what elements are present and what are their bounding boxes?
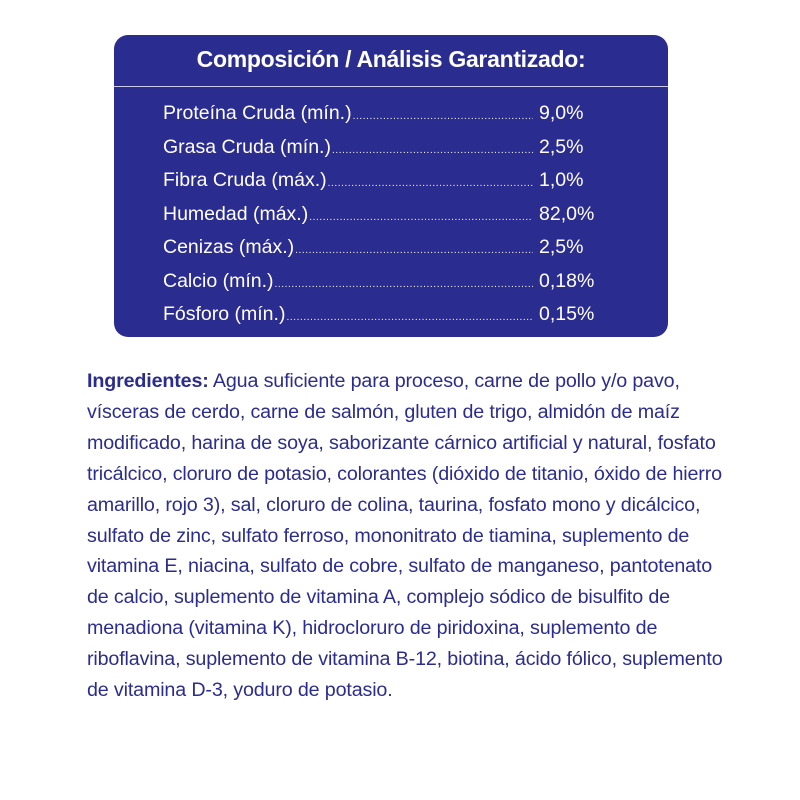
- analysis-row-calcium: [163, 265, 613, 299]
- dot-leader: [353, 100, 533, 134]
- dot-leader: [328, 167, 533, 201]
- dot-leader: [332, 134, 533, 168]
- analysis-list: [163, 97, 613, 332]
- ingredients-paragraph: [87, 366, 727, 706]
- dot-leader: [295, 234, 533, 268]
- analysis-row-protein: [163, 97, 613, 131]
- analysis-value: 0,18%: [539, 269, 595, 292]
- ingredients-text: Agua suficiente para proceso, carne de pollo y/o pavo, vísceras de cerdo, carne de salmón, gluten de trigo, almidón de maíz modificado, harina de soya, saborizante cárnico artificial y natural, fosfato tricálcico, cloruro de potasio, colorantes (dióxido de titanio, óxido de hierro amarillo, rojo 3), sal, cloruro de colina, taurina, fosfato mono y dicálcico, sulfato de zinc, sulfato ferroso, mononitrato de tiamina, suplemento de vitamina E, niacina, sulfato de cobre, sulfato de manganeso, pantotenato de calcio, suplemento de vitamina A, complejo sódico de bisulfito de menadiona (vitamina K), hidrocloruro de piridoxina, suplemento de riboflavina, suplemento de vitamina B-12, biotina, ácido fólico, suplemento de vitamina D-3, yoduro de potasio.: [87, 370, 723, 702]
- analysis-value: 0,15%: [539, 303, 595, 325]
- composition-panel: [114, 35, 668, 337]
- analysis-label: Fibra Cruda (máx.): [163, 169, 327, 191]
- dot-leader: [275, 268, 533, 302]
- analysis-label: Fósforo (mín.): [163, 303, 286, 325]
- analysis-row-ash: [163, 231, 613, 265]
- title-divider: [114, 86, 668, 87]
- analysis-row-fat: [163, 131, 613, 165]
- composition-title: Composición / Análisis Garantizado:: [196, 46, 586, 72]
- analysis-row-fiber: [163, 164, 613, 198]
- analysis-value: 82,0%: [539, 202, 595, 225]
- analysis-label: Proteína Cruda (mín.): [163, 102, 352, 124]
- analysis-value: 2,5%: [539, 135, 584, 158]
- analysis-row-phosphorus: [163, 298, 613, 332]
- analysis-label: Cenizas (máx.): [163, 236, 295, 258]
- ingredients-label: Ingredientes:: [87, 370, 209, 392]
- analysis-label: Calcio (mín.): [163, 269, 274, 292]
- dot-leader: [309, 201, 533, 235]
- analysis-value: 9,0%: [539, 102, 584, 124]
- analysis-label: Grasa Cruda (mín.): [163, 135, 331, 158]
- analysis-value: 1,0%: [539, 169, 584, 191]
- dot-leader: [286, 301, 533, 335]
- analysis-label: Humedad (máx.): [163, 202, 309, 225]
- analysis-value: 2,5%: [539, 236, 584, 258]
- analysis-row-moisture: [163, 198, 613, 232]
